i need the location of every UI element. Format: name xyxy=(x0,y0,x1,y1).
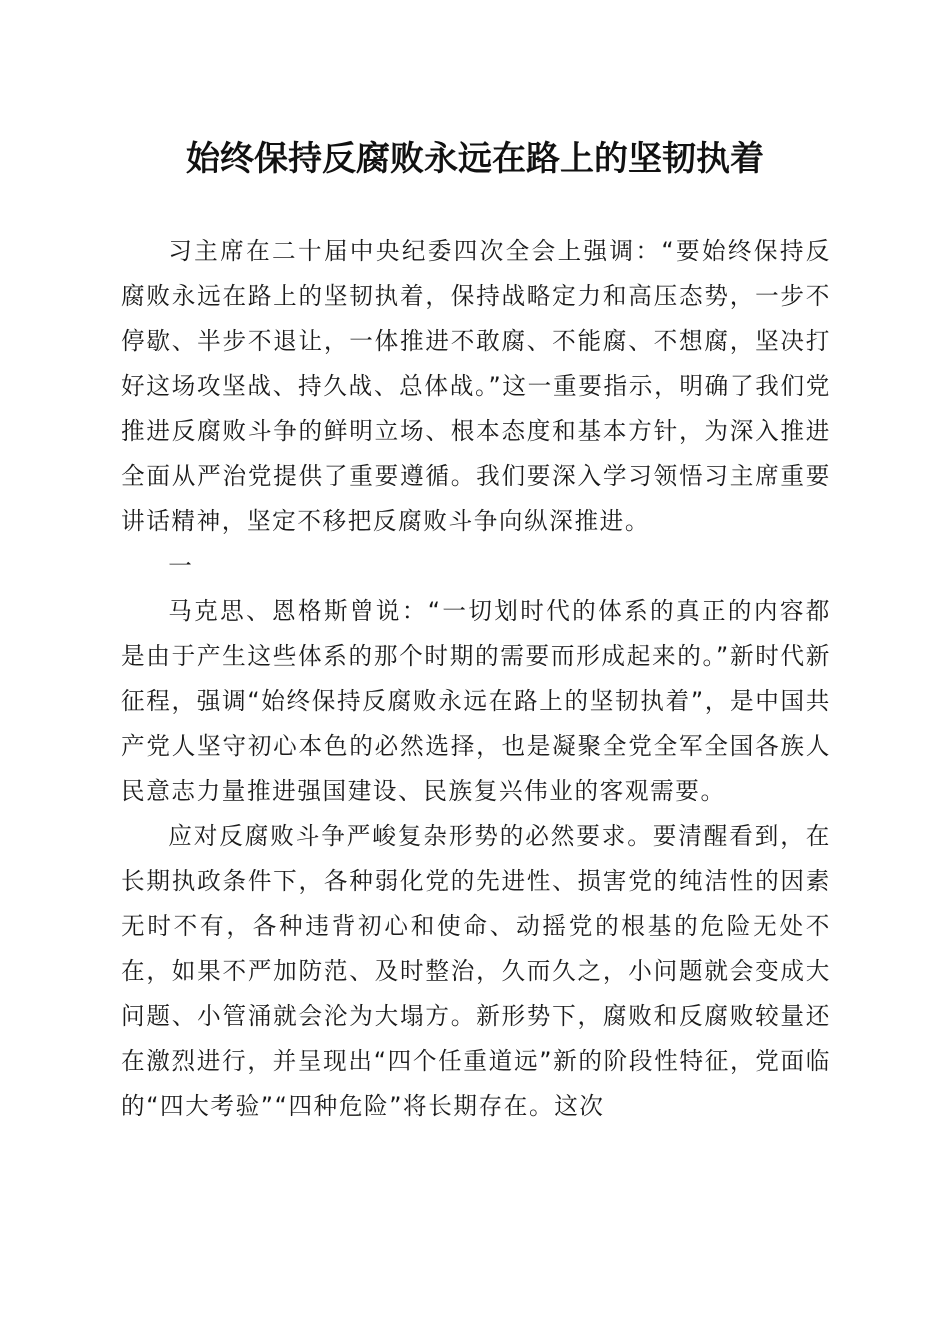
paragraph-marx-engels: 马克思、恩格斯曾说：“一切划时代的体系的真正的内容都是由于产生这些体系的那个时期的需要而形成起来的。”新时代新征程，强调“始终保持反腐败永远在路上的坚韧执着”，是中国共产党人坚守初心本色的必然选择，也是凝聚全党全军全国各族人民意志力量推进强国建设、民族复兴伟业的客观需要。 xyxy=(121,597,831,805)
document-title: 始终保持反腐败永远在路上的坚韧执着 xyxy=(186,139,764,179)
document-body xyxy=(121,229,831,1129)
paragraph-situation: 应对反腐败斗争严峻复杂形势的必然要求。要清醒看到，在长期执政条件下，各种弱化党的先进性、损害党的纯洁性的因素无时不有，各种违背初心和使命、动摇党的根基的危险无处不在，如果不严加防范、及时整治，久而久之，小问题就会变成大问题、小管涌就会沦为大塌方。新形势下，腐败和反腐败较量还在激烈进行，并呈现出“四个任重道远”新的阶段性特征，党面临的“四大考验”“四种危险”将长期存在。这次 xyxy=(121,822,831,1120)
section-number: 一 xyxy=(168,552,194,580)
paragraph-intro: 习主席在二十届中央纪委四次全会上强调：“要始终保持反腐败永远在路上的坚韧执着，保持战略定力和高压态势，一步不停歇、半步不退让，一体推进不敢腐、不能腐、不想腐，坚决打好这场攻坚战、持久战、总体战。”这一重要指示，明确了我们党推进反腐败斗争的鲜明立场、根本态度和基本方针，为深入推进全面从严治党提供了重要遵循。我们要深入学习领悟习主席重要讲话精神，坚定不移把反腐败斗争向纵深推进。 xyxy=(121,237,831,535)
